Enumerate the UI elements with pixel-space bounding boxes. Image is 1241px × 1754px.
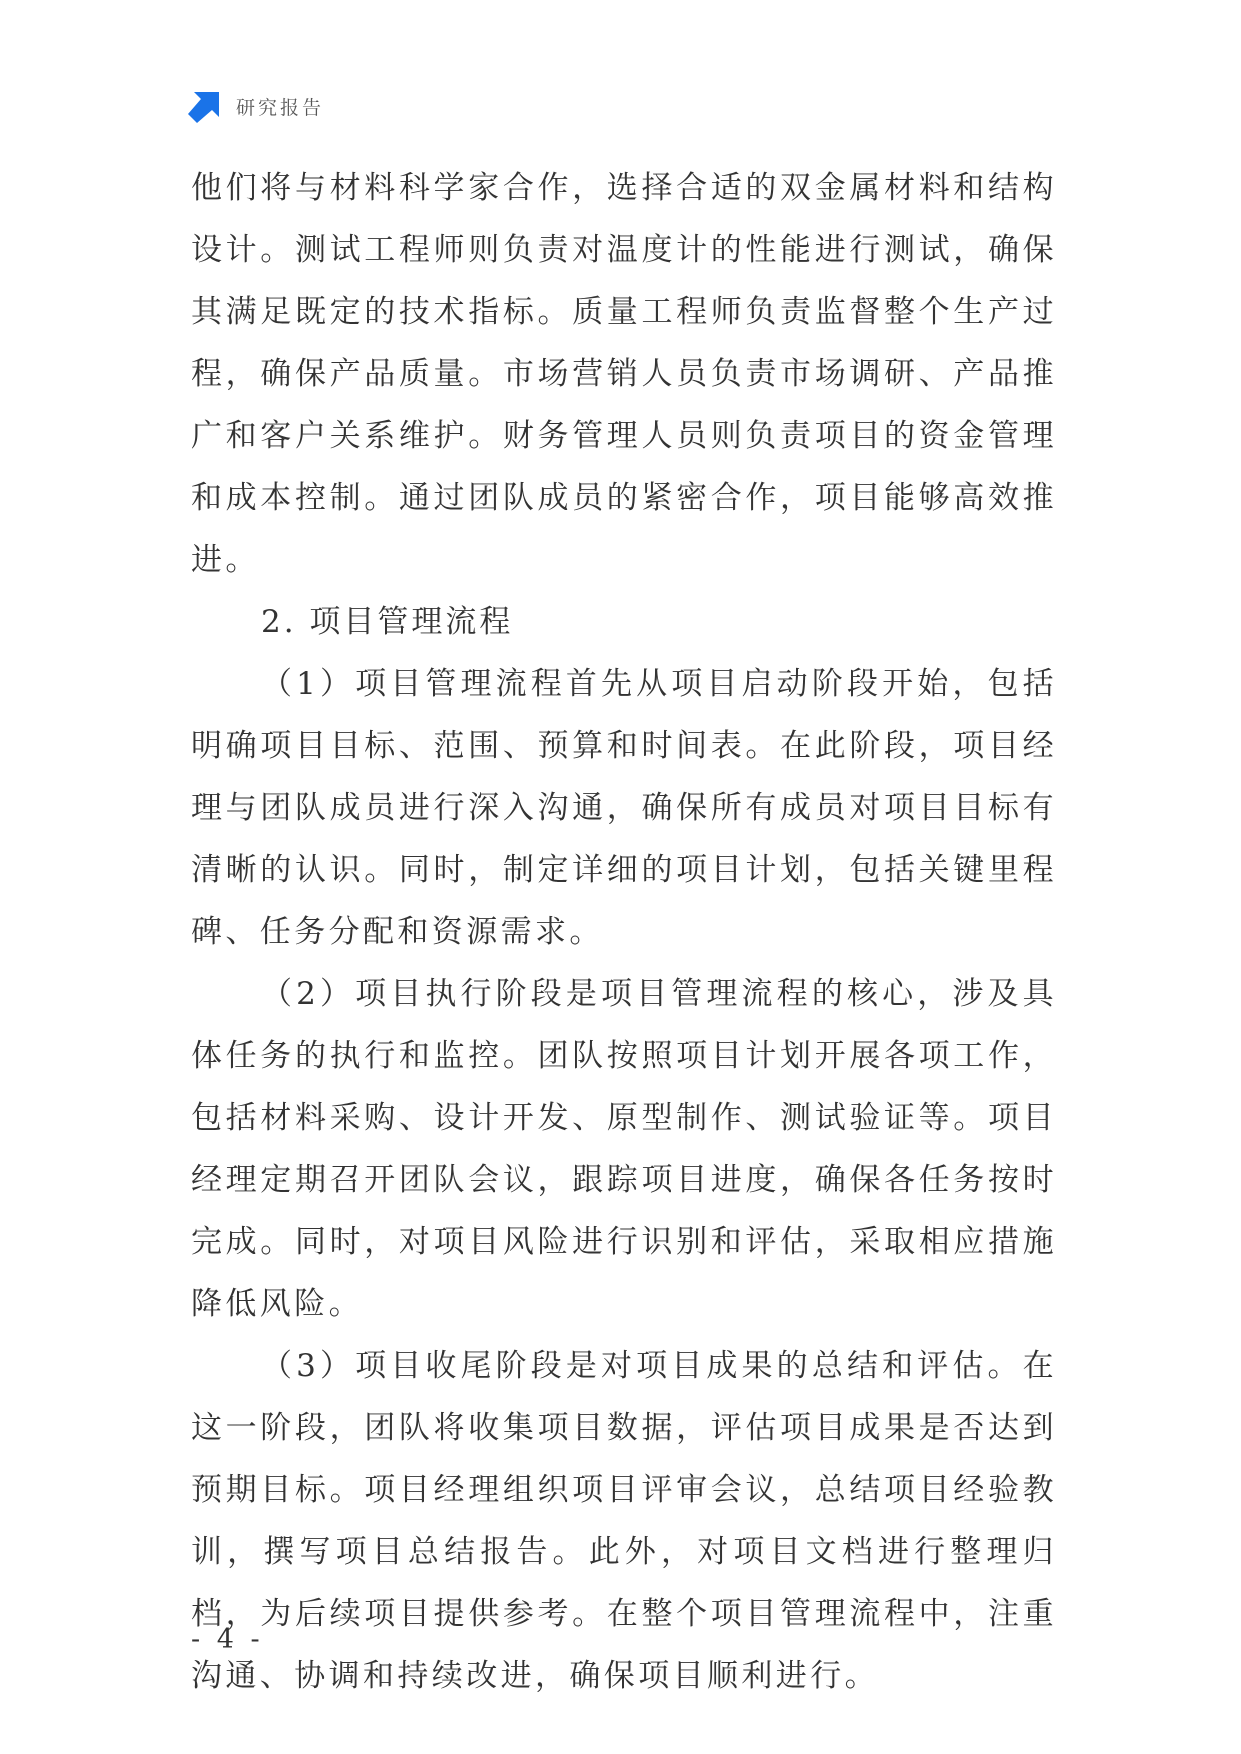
section-heading: 2. 项目管理流程 xyxy=(261,604,514,640)
body-paragraph: （3）项目收尾阶段是对项目成果的总结和评估。在这一阶段，团队将收集项目数据，评估项目成果是否达到预期目标。项目经理组织项目评审会议，总结项目经验教训，撰写项目总结报告。此外，对项目文档进行整理归档，为后续项目提供参考。在整个项目管理流程中，注重沟通、协调和持续改进，确保项目顺利进行。 xyxy=(191,1348,1057,1694)
body-paragraph: （2）项目执行阶段是项目管理流程的核心，涉及具体任务的执行和监控。团队按照项目计划开展各项工作，包括材料采购、设计开发、原型制作、测试验证等。项目经理定期召开团队会议，跟踪项目进度，确保各任务按时完成。同时，对项目风险进行识别和评估，采取相应措施降低风险。 xyxy=(191,976,1057,1322)
report-title: 研究报告 xyxy=(236,96,325,119)
body-paragraph: （1）项目管理流程首先从项目启动阶段开始，包括明确项目目标、范围、预算和时间表。在此阶段，项目经理与团队成员进行深入沟通，确保所有成员对项目目标有清晰的认识。同时，制定详细的项目计划，包括关键里程碑、任务分配和资源需求。 xyxy=(191,666,1057,950)
arrow-up-right-icon xyxy=(188,89,222,123)
document-body xyxy=(191,157,1057,1707)
page-header xyxy=(188,88,324,124)
body-paragraph: 他们将与材料科学家合作，选择合适的双金属材料和结构设计。测试工程师则负责对温度计的性能进行测试，确保其满足既定的技术指标。质量工程师负责监督整个生产过程，确保产品质量。市场营销人员负责市场调研、产品推广和客户关系维护。财务管理人员则负责项目的资金管理和成本控制。通过团队成员的紧密合作，项目能够高效推进。 xyxy=(191,170,1057,578)
page-number: - 4 - xyxy=(191,1624,264,1655)
